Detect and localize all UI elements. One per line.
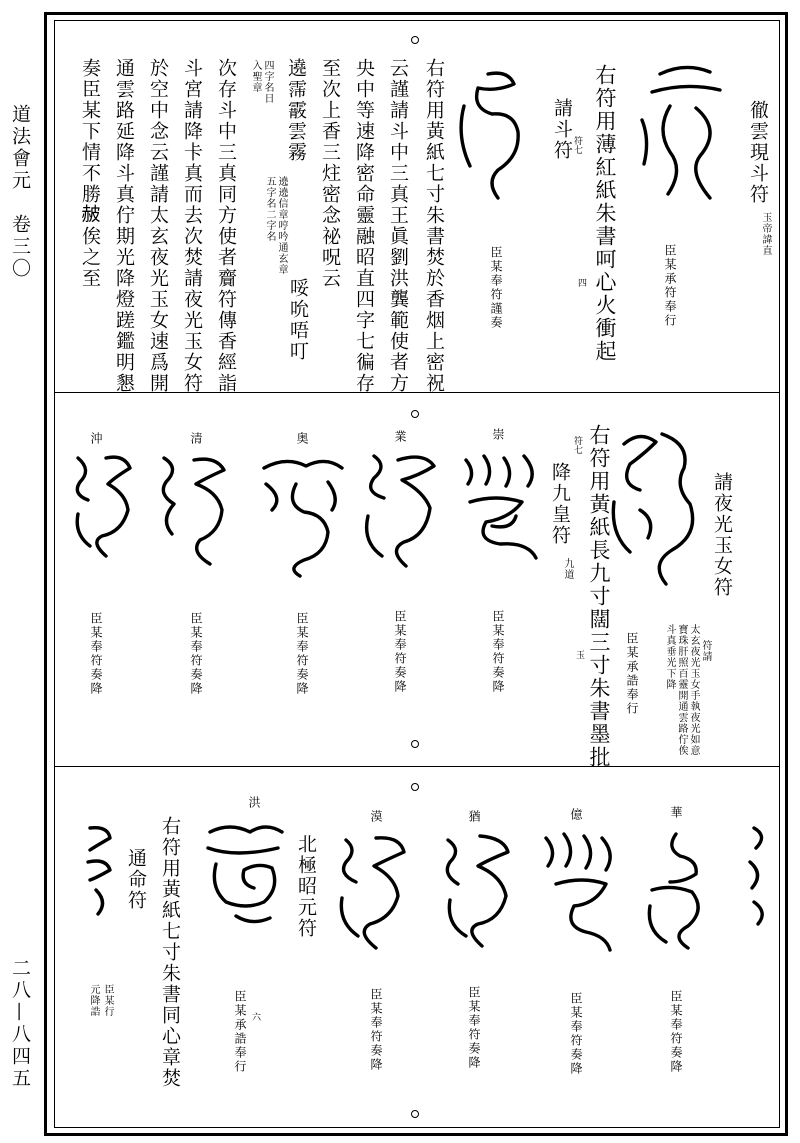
instruction-text: 右符用黃紙七寸朱書同心章焚 <box>159 816 181 1089</box>
talisman-label: 漠 <box>369 810 383 824</box>
talisman-glyph-beiji <box>196 818 296 938</box>
mantra-note: 四字名日 <box>262 60 273 104</box>
body-text-col: 右符用黃紙七寸朱書焚於香烟上密祝 <box>423 58 445 394</box>
talisman-petition: 臣某奉符奏降 <box>393 610 407 694</box>
yeguang-note: 斗真垂光下降 <box>664 624 675 690</box>
body-text-col: 於空中念云謹請太玄夜光玉女速爲開 <box>147 58 169 394</box>
yeguang-note: 太玄夜光玉女手執夜光如意 <box>688 624 699 756</box>
mantra-big: 遶霈霰雲霧 <box>285 58 307 163</box>
mantra-note-2: 入聖章 <box>250 60 261 93</box>
talisman-petition: 臣某奉符奏降 <box>491 610 505 694</box>
talisman-petition: 臣某行 <box>102 984 113 1017</box>
talisman-title-note: 玉帝諱直 <box>760 212 771 256</box>
talisman-petition: 臣某承符奉行 <box>663 244 677 328</box>
talisman-label: 洪 <box>247 796 261 810</box>
talisman-glyph-you <box>436 826 520 956</box>
talisman-glyph-qing <box>150 448 242 578</box>
talisman-title: 通命符 <box>125 848 147 911</box>
mantra-small: 遶遶信章哼吟通玄章 <box>276 176 287 275</box>
talisman-petition: 臣某奉符奏降 <box>89 612 103 696</box>
beiji-note: 六 <box>250 1012 260 1021</box>
talisman-title: 北極昭元符 <box>295 834 317 939</box>
talisman-glyph-chonghe <box>66 448 146 568</box>
talisman-petition: 臣某承誥奉行 <box>625 632 639 716</box>
body-text-col: 央中等速降密命靈融昭直四字七徧存 <box>353 58 375 394</box>
talisman-petition: 臣某奉符奏降 <box>295 612 309 696</box>
talisman-glyph-ye <box>354 446 446 576</box>
talisman-petition: 臣某奉符謹奏 <box>489 246 503 330</box>
volume-label: 卷三〇 <box>9 214 31 280</box>
talisman-title: 請夜光玉女符 <box>711 472 733 598</box>
binding-hole <box>411 783 419 791</box>
talisman-label: 崇 <box>491 428 505 442</box>
talisman-title-note: 符七 <box>572 436 582 454</box>
talisman-glyph-qingdou <box>448 66 548 216</box>
binding-hole <box>411 1110 419 1118</box>
yeguang-note: 符請 <box>700 640 711 662</box>
talisman-label: 業 <box>393 430 407 444</box>
talisman-label: 清 <box>189 432 203 446</box>
talisman-glyph-partial <box>734 818 774 928</box>
talisman-glyph-mo <box>330 826 414 956</box>
binding-hole <box>411 740 419 748</box>
mantra-small-2: 五字名二字名 <box>264 176 275 242</box>
book-title: 道法會元 卷三〇 <box>9 104 31 280</box>
talisman-glyph-yi <box>536 826 620 956</box>
talisman-petition: 臣某承誥奉行 <box>233 990 247 1074</box>
talisman-label: 億 <box>569 808 583 822</box>
body-text-col: 斗宮請降卡真而去次焚請夜光玉女符 <box>181 58 203 394</box>
page-number: 二八—八四五 <box>9 958 31 1090</box>
talisman-glyph-hua <box>640 826 720 956</box>
binding-hole <box>411 410 419 418</box>
talisman-glyph-cheyun <box>630 60 740 210</box>
talisman-petition: 臣某奉符奏降 <box>669 990 683 1074</box>
talisman-label: 華 <box>669 806 683 820</box>
instruction-text: 右符用薄紅紙朱書呵心火衝起 <box>593 64 617 363</box>
talisman-title: 降九皇符 <box>549 462 571 546</box>
binding-hole <box>411 36 419 44</box>
talisman-petition: 臣某奉符奏降 <box>369 988 383 1072</box>
talisman-label: 沖 <box>89 432 103 446</box>
yeguang-note: 寶珠肝照百靈開通雲路佇俟 <box>676 624 687 756</box>
talisman-glyph-yeguang <box>600 424 710 594</box>
mantra-big-2: 哸吮唔叮 <box>287 278 309 362</box>
talisman-petition: 臣某奉符奏降 <box>569 992 583 1076</box>
talisman-title: 請斗符 <box>551 98 573 161</box>
talisman-label: 奥 <box>295 432 309 446</box>
talisman-petition: 臣某奉符奏降 <box>189 612 203 696</box>
instruction-note: 玉 <box>574 650 584 659</box>
talisman-glyph-chong <box>456 446 548 576</box>
panel-divider-bottom <box>54 766 780 767</box>
body-text-col: 至次上香三炷密念祕呪云 <box>319 58 341 289</box>
body-text-col: 次存斗中三真同方使者齎符傳香經詣 <box>215 58 237 394</box>
body-text-col: 云謹請斗中三真王眞劉洪龔範使者方 <box>387 58 409 394</box>
instruction-text: 右符用黃紙長九寸闊三寸朱書墨批 <box>587 424 611 769</box>
talisman-title: 徹雲現斗符 <box>747 100 769 205</box>
instruction-note: 四 <box>576 278 586 287</box>
body-text-col: 通雲路延降斗真佇期光降燈蹉鑑明懇 <box>113 58 135 394</box>
talisman-glyph-tongming <box>78 818 126 918</box>
body-text-col: 奏臣某下情不勝𧹞俟之至 <box>79 58 101 289</box>
talisman-title-note: 九道 <box>562 558 573 580</box>
talisman-petition: 元降誥 <box>88 984 99 1017</box>
talisman-label: 猶 <box>467 810 481 824</box>
talisman-petition: 臣某奉符奏降 <box>467 986 481 1070</box>
talisman-glyph-ao <box>256 448 348 578</box>
talisman-title-note: 符七 <box>572 136 582 154</box>
